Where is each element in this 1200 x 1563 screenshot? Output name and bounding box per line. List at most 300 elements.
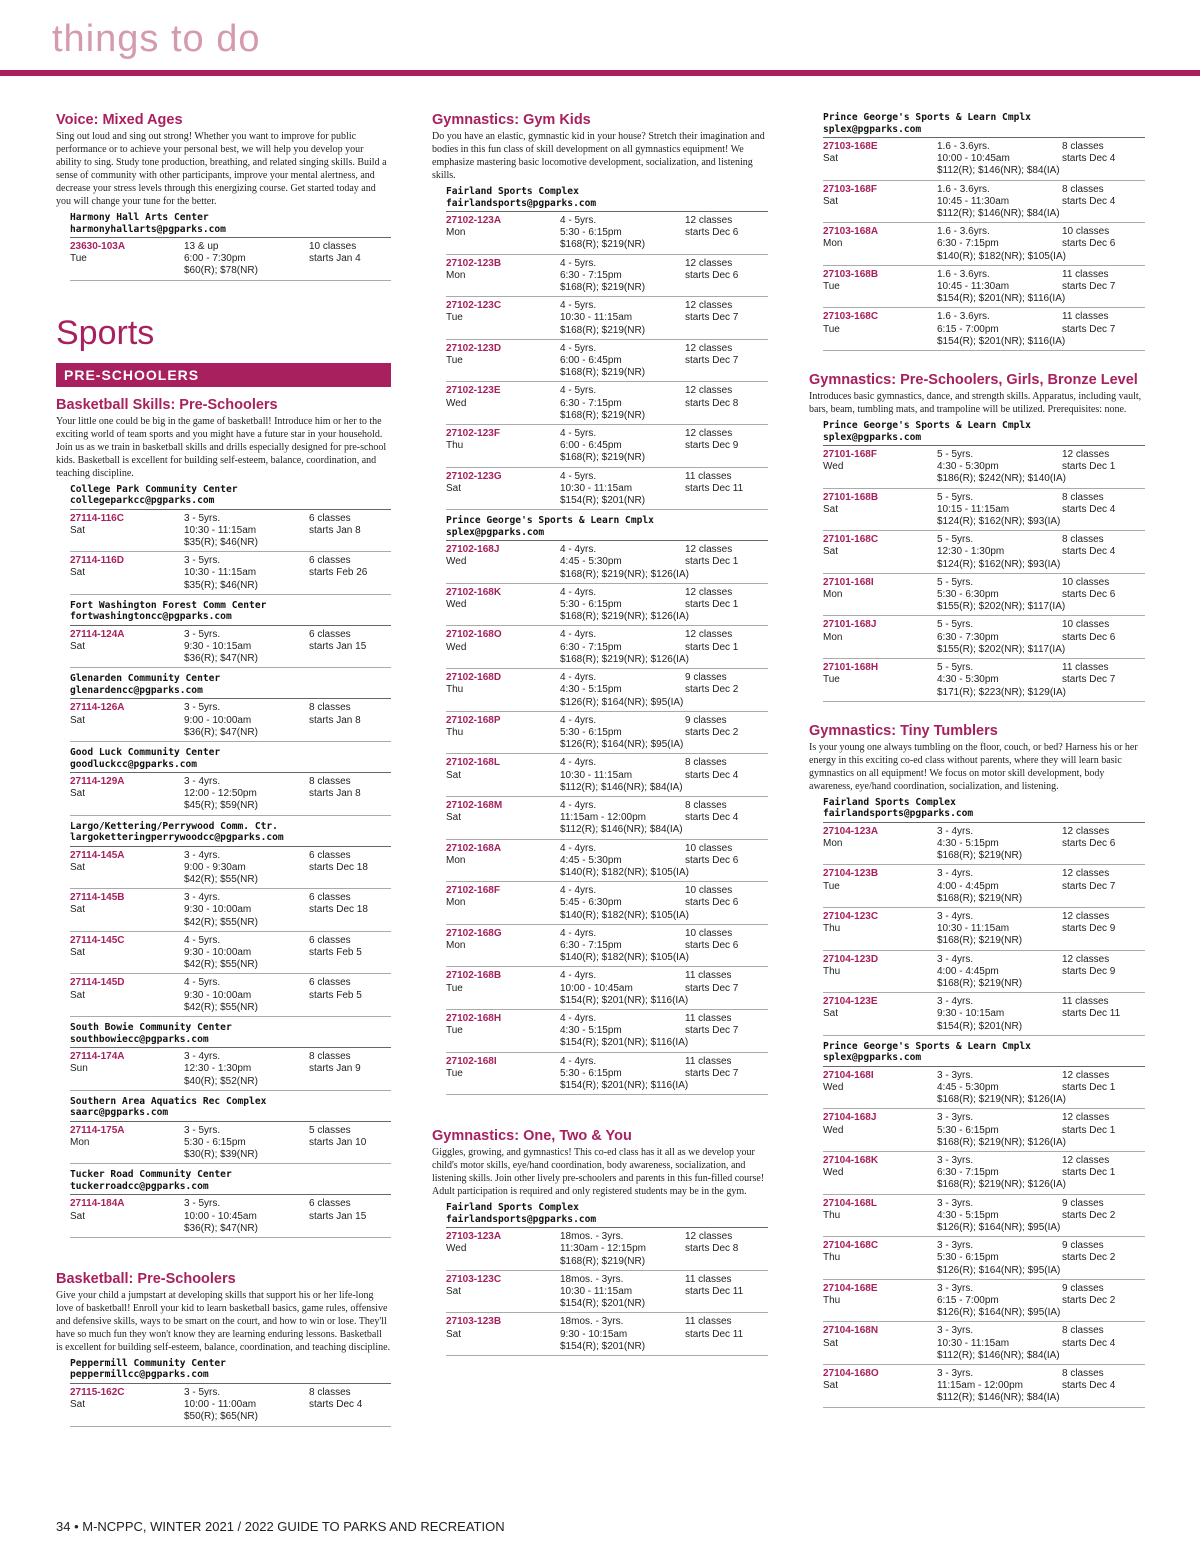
course-code[interactable]: 27102-168B <box>446 970 502 982</box>
course-fee: $126(R); $164(NR); $95(IA) <box>937 1307 1061 1319</box>
row-col-classes <box>1062 1112 1145 1149</box>
row-col-age-time <box>560 970 689 1007</box>
course-fee: $50(R); $65(NR) <box>184 1411 258 1423</box>
row-col-age-time <box>184 892 309 929</box>
course-classes: 11 classes <box>685 1012 732 1024</box>
course-fee: $112(R); $146(NR); $84(IA) <box>937 1349 1060 1361</box>
course-code[interactable]: 27102-168J <box>446 544 500 556</box>
venue-header <box>823 797 1145 823</box>
course-age: 1.6 - 3.6yrs. <box>937 183 990 195</box>
course-code[interactable]: 27114-145C <box>70 934 125 946</box>
course-classes: 12 classes <box>685 300 733 312</box>
course-starts: starts Jan 4 <box>309 253 361 265</box>
venue-name: Prince George's Sports & Learn Cmplx <box>446 515 654 527</box>
row-col-code-day <box>823 269 937 306</box>
row-col-age-time <box>937 868 1062 905</box>
course-day: Mon <box>70 1136 90 1148</box>
course-fee: $126(R); $164(NR); $95(IA) <box>560 739 684 751</box>
venue-email[interactable]: splex@pgparks.com <box>823 1052 922 1064</box>
course-code[interactable]: 27114-116D <box>70 555 124 567</box>
course-code[interactable]: 27104-123B <box>823 868 879 880</box>
row-col-code-day <box>446 1316 560 1353</box>
course-starts: starts Jan 9 <box>309 1063 361 1075</box>
row-col-age-time <box>937 1112 1066 1149</box>
course-fee: $168(R); $219(NR) <box>937 977 1023 989</box>
course-day: Thu <box>823 923 841 935</box>
course-starts: starts Dec 1 <box>1062 1081 1116 1093</box>
course-classes: 11 classes <box>685 470 732 482</box>
venue-header <box>70 484 391 510</box>
row-col-classes <box>309 776 391 813</box>
venue-header <box>70 1358 391 1384</box>
row-col-classes <box>685 757 768 794</box>
course-code[interactable]: 27102-123D <box>446 342 502 354</box>
row-col-code-day <box>446 885 560 922</box>
course-classes: 8 classes <box>309 1051 351 1063</box>
row-col-age-time <box>937 492 1062 529</box>
course-starts: starts Dec 4 <box>1062 503 1116 515</box>
course-time: 4:30 - 5:15pm <box>937 1209 999 1221</box>
course-classes: 6 classes <box>309 555 351 567</box>
course-classes: 12 classes <box>1062 953 1110 965</box>
course-day: Thu <box>823 1209 841 1221</box>
course-row <box>446 297 768 340</box>
course-time: 10:30 - 11:15am <box>560 312 633 324</box>
row-col-age-time <box>937 576 1066 614</box>
course-day: Thu <box>823 965 841 977</box>
venue-email[interactable]: glenardencc@pgparks.com <box>70 684 203 696</box>
row-col-code-day <box>823 1198 937 1235</box>
venue-header <box>446 515 768 541</box>
course-fee: $124(R); $162(NR); $93(IA) <box>937 558 1061 570</box>
page-header-title: things to do <box>52 18 261 60</box>
course-code[interactable]: 27114-174A <box>70 1051 125 1063</box>
venue-email[interactable]: splex@pgparks.com <box>823 123 922 135</box>
course-row <box>446 382 768 425</box>
course-code[interactable]: 27102-168I <box>446 1055 497 1067</box>
course-fee: $112(R); $146(NR); $84(IA) <box>560 824 683 836</box>
venue-email[interactable]: collegeparkcc@pgparks.com <box>70 495 215 507</box>
venue-email[interactable]: tuckerroadcc@pgparks.com <box>70 1180 209 1192</box>
course-code[interactable]: 27102-168G <box>446 927 502 939</box>
course-code[interactable]: 27103-123B <box>446 1316 502 1328</box>
course-time: 10:30 - 11:15am <box>937 923 1010 935</box>
course-code[interactable]: 27101-168F <box>823 449 877 461</box>
page-footer: 34 • M-NCPPC, WINTER 2021 / 2022 GUIDE TO PARKS AND RECREATION <box>56 1519 505 1534</box>
row-col-code-day <box>446 300 560 337</box>
venue-name: Peppermill Community Center <box>70 1357 226 1369</box>
course-classes: 6 classes <box>309 892 351 904</box>
course-code[interactable]: 27102-123B <box>446 257 502 269</box>
row-col-code-day <box>70 241 184 278</box>
course-code[interactable]: 27104-168J <box>823 1112 877 1124</box>
course-starts: starts Dec 6 <box>685 897 739 909</box>
venue-email[interactable]: goodluckcc@pgparks.com <box>70 758 198 770</box>
course-classes: 6 classes <box>309 1198 351 1210</box>
row-col-classes <box>1062 911 1145 948</box>
row-col-code-day <box>446 1056 560 1093</box>
course-age: 3 - 4yrs. <box>937 953 974 965</box>
course-row <box>823 1109 1145 1152</box>
course-code[interactable]: 27114-184A <box>70 1198 125 1210</box>
course-code[interactable]: 27114-116C <box>70 512 124 524</box>
row-col-age-time <box>184 629 309 666</box>
venue-email[interactable]: fairlandsports@pgparks.com <box>446 1213 597 1225</box>
row-col-code-day <box>823 996 937 1033</box>
course-classes: 12 classes <box>685 257 733 269</box>
course-day: Mon <box>446 854 466 866</box>
course-starts: starts Dec 2 <box>1062 1295 1116 1306</box>
course-code[interactable]: 27104-123D <box>823 953 879 965</box>
venue-email[interactable]: largoketteringperrywoodcc@pgparks.com <box>70 832 284 844</box>
course-fee: $42(R); $55(NR) <box>184 916 258 928</box>
course-fee: $168(R); $219(NR); $126(IA) <box>560 611 689 623</box>
course-row <box>446 1271 768 1314</box>
course-code[interactable]: 27104-168N <box>823 1325 879 1337</box>
course-fee: $126(R); $164(NR); $95(IA) <box>937 1221 1061 1233</box>
course-day: Sat <box>70 788 86 800</box>
course-age: 4 - 4yrs. <box>560 927 597 939</box>
venue-email[interactable]: splex@pgparks.com <box>823 431 922 443</box>
course-time: 5:45 - 6:30pm <box>560 897 622 909</box>
course-code[interactable]: 27101-168H <box>823 662 879 674</box>
venue-name: Fairland Sports Complex <box>446 1202 579 1214</box>
course-classes: 8 classes <box>1062 141 1104 152</box>
venue-email[interactable]: harmonyhallarts@pgparks.com <box>70 223 226 235</box>
course-row <box>823 223 1145 266</box>
course-code[interactable]: 27104-168K <box>823 1154 879 1166</box>
course-code[interactable]: 27102-168P <box>446 714 501 726</box>
course-time: 12:30 - 1:30pm <box>937 546 1005 558</box>
course-code[interactable]: 23630-103A <box>70 241 126 252</box>
course-day: Mon <box>446 939 466 951</box>
course-row <box>446 626 768 669</box>
row-col-classes <box>309 513 391 550</box>
venue-email[interactable]: fairlandsports@pgparks.com <box>446 197 597 209</box>
course-day: Wed <box>823 1124 844 1136</box>
course-day: Mon <box>823 631 843 643</box>
course-age: 4 - 4yrs. <box>560 629 597 641</box>
course-day: Sat <box>823 546 839 558</box>
course-code[interactable]: 27101-168J <box>823 619 877 631</box>
row-col-code-day <box>70 892 184 929</box>
course-starts: starts Dec 9 <box>685 440 739 452</box>
course-fee: $42(R); $55(NR) <box>184 959 258 971</box>
row-col-code-day <box>446 544 560 581</box>
course-code[interactable]: 27103-168F <box>823 183 877 195</box>
course-code[interactable]: 27102-123C <box>446 300 502 312</box>
course-code[interactable]: 27102-168F <box>446 885 500 897</box>
row-col-classes <box>685 258 768 295</box>
row-col-age-time <box>937 1325 1062 1362</box>
row-col-code-day <box>823 311 937 348</box>
course-code[interactable]: 27114-145B <box>70 892 125 904</box>
row-col-code-day <box>446 757 560 794</box>
course-code[interactable]: 27103-123C <box>446 1273 502 1285</box>
row-col-code-day <box>446 385 560 422</box>
row-col-classes <box>1062 662 1145 699</box>
course-fee: $171(R); $223(NR); $129(IA) <box>937 686 1066 698</box>
course-code[interactable]: 27102-168O <box>446 629 502 641</box>
row-col-code-day <box>823 911 937 948</box>
row-col-code-day <box>823 184 937 221</box>
course-code[interactable]: 27103-168C <box>823 311 879 323</box>
course-classes: 12 classes <box>1062 1154 1110 1166</box>
course-starts: starts Dec 8 <box>685 1243 739 1255</box>
course-time: 10:00 - 10:45am <box>560 982 633 994</box>
row-col-age-time <box>184 776 309 813</box>
course-classes: 12 classes <box>1062 1069 1110 1081</box>
course-starts: starts Dec 7 <box>685 312 739 324</box>
course-code[interactable]: 27104-123A <box>823 825 879 837</box>
course-code[interactable]: 27102-168D <box>446 672 502 684</box>
course-day: Tue <box>446 982 463 994</box>
section-title: Basketball: Pre-Schoolers <box>56 1270 236 1287</box>
row-col-age-time <box>937 911 1062 948</box>
row-col-classes <box>1062 996 1145 1033</box>
course-code[interactable]: 27103-168A <box>823 226 879 238</box>
row-col-classes <box>309 850 391 887</box>
course-classes: 6 classes <box>309 977 351 989</box>
course-age: 4 - 5yrs. <box>560 385 597 397</box>
course-day: Wed <box>446 556 467 568</box>
row-col-age-time <box>937 534 1062 571</box>
course-starts: starts Dec 18 <box>309 861 368 873</box>
course-classes: 8 classes <box>1062 183 1104 195</box>
course-day: Thu <box>823 1252 841 1264</box>
course-day: Thu <box>446 684 464 696</box>
course-code[interactable]: 27104-168L <box>823 1197 877 1209</box>
course-row <box>446 797 768 840</box>
row-col-code-day <box>446 1013 560 1050</box>
row-col-age-time <box>937 141 1062 178</box>
course-fee: $168(R); $219(NR); $126(IA) <box>560 568 689 580</box>
course-classes: 12 classes <box>685 428 733 440</box>
course-row <box>823 181 1145 224</box>
course-starts: starts Dec 6 <box>685 227 739 239</box>
row-col-classes <box>1062 141 1145 178</box>
course-time: 4:00 - 4:45pm <box>937 965 999 977</box>
course-classes: 10 classes <box>1062 226 1110 238</box>
course-time: 5:30 - 6:15pm <box>560 1067 622 1079</box>
course-time: 9:30 - 10:00am <box>184 947 252 959</box>
course-code[interactable]: 27114-126A <box>70 702 125 714</box>
course-age: 4 - 4yrs. <box>560 714 597 726</box>
course-row <box>823 1195 1145 1238</box>
course-fee: $168(R); $219(NR) <box>937 892 1023 904</box>
course-starts: starts Dec 9 <box>1062 923 1116 935</box>
course-fee: $154(R); $201(NR); $116(IA) <box>560 994 689 1006</box>
row-col-code-day <box>70 977 184 1014</box>
course-code[interactable]: 27114-124A <box>70 628 125 640</box>
course-starts: starts Dec 4 <box>685 812 739 824</box>
row-col-code-day <box>446 343 560 380</box>
course-starts: starts Jan 10 <box>309 1136 367 1148</box>
venue-name: Harmony Hall Arts Center <box>70 212 209 223</box>
course-code[interactable]: 27102-123F <box>446 428 500 440</box>
course-time: 4:30 - 5:30pm <box>937 461 999 473</box>
course-time: 9:30 - 10:15am <box>184 641 252 653</box>
course-time: 6:30 - 7:15pm <box>560 397 622 409</box>
course-day: Tue <box>446 355 463 367</box>
course-code[interactable]: 27104-123C <box>823 910 879 922</box>
course-code[interactable]: 27103-123A <box>446 1231 502 1243</box>
course-code[interactable]: 27104-168O <box>823 1368 879 1380</box>
course-fee: $140(R); $182(NR); $105(IA) <box>560 866 689 878</box>
row-col-age-time <box>560 629 689 666</box>
course-age: 3 - 4yrs. <box>937 996 974 1008</box>
row-col-code-day <box>823 1325 937 1362</box>
course-day: Wed <box>823 461 844 473</box>
course-code[interactable]: 27104-168I <box>823 1069 874 1081</box>
venue-name: Glenarden Community Center <box>70 673 221 685</box>
course-time: 6:30 - 7:15pm <box>560 939 622 951</box>
course-age: 3 - 3yrs. <box>937 1368 974 1380</box>
venue-header <box>70 747 391 773</box>
venue-email[interactable]: saarc@pgparks.com <box>70 1107 169 1119</box>
course-row <box>823 865 1145 908</box>
course-time: 4:45 - 5:30pm <box>560 556 622 568</box>
course-starts: starts Dec 4 <box>1062 195 1116 207</box>
row-col-age-time <box>937 1154 1066 1192</box>
course-code[interactable]: 27101-168B <box>823 491 879 503</box>
course-time: 11:15am - 12:00pm <box>560 812 646 824</box>
course-code[interactable]: 27102-123E <box>446 385 501 397</box>
row-col-age-time <box>937 184 1062 221</box>
row-col-age-time <box>937 1240 1062 1277</box>
course-day: Sat <box>70 861 86 873</box>
course-day: Sat <box>70 1210 86 1222</box>
course-starts: starts Dec 11 <box>685 1286 744 1297</box>
course-code[interactable]: 27101-168C <box>823 534 879 546</box>
course-fee: $154(R); $201(NR); $116(IA) <box>560 1079 689 1091</box>
course-code[interactable]: 27114-145D <box>70 977 125 989</box>
course-code[interactable]: 27104-123E <box>823 996 878 1008</box>
course-fee: $36(R); $47(NR) <box>184 1222 258 1234</box>
course-starts: starts Dec 6 <box>685 939 739 951</box>
course-code[interactable]: 27114-145A <box>70 849 125 861</box>
venue-email[interactable]: fairlandsports@pgparks.com <box>823 808 974 820</box>
row-col-classes <box>685 385 768 422</box>
course-fee: $36(R); $47(NR) <box>184 726 258 738</box>
row-col-classes <box>1062 1155 1145 1192</box>
row-col-classes <box>309 1051 391 1088</box>
course-time: 6:00 - 6:45pm <box>560 355 622 367</box>
row-col-age-time <box>184 1051 309 1088</box>
course-code[interactable]: 27102-168K <box>446 586 502 598</box>
course-classes: 12 classes <box>1062 449 1110 461</box>
course-age: 3 - 3yrs. <box>937 1282 974 1294</box>
course-fee: $168(R); $219(NR) <box>560 367 646 379</box>
venue-email[interactable]: fortwashingtoncc@pgparks.com <box>70 611 232 623</box>
header-rule <box>0 70 1200 76</box>
row-col-classes <box>685 1316 768 1353</box>
course-code[interactable]: 27103-168B <box>823 268 879 280</box>
course-code[interactable]: 27102-123A <box>446 215 502 226</box>
section-voice <box>56 112 391 286</box>
course-age: 4 - 5yrs. <box>560 215 597 226</box>
row-col-classes <box>1062 1368 1145 1405</box>
course-fee: $168(R); $219(NR) <box>937 850 1023 862</box>
course-code[interactable]: 27104-168C <box>823 1240 879 1252</box>
venue-name: Fort Washington Forest Comm Center <box>70 599 267 611</box>
course-age: 4 - 5yrs. <box>560 300 597 312</box>
row-col-code-day <box>823 826 937 863</box>
course-code[interactable]: 27104-168E <box>823 1282 878 1294</box>
course-code[interactable]: 27102-168L <box>446 757 500 769</box>
course-fee: $112(R); $146(NR); $84(IA) <box>560 781 683 793</box>
row-col-classes <box>685 1056 768 1093</box>
course-day: Mon <box>446 269 466 281</box>
course-code[interactable]: 27114-175A <box>70 1124 125 1136</box>
course-row <box>70 626 391 669</box>
course-row <box>446 340 768 383</box>
row-col-code-day <box>446 672 560 709</box>
course-code[interactable]: 27101-168I <box>823 576 874 588</box>
course-time: 4:30 - 5:15pm <box>937 837 999 849</box>
course-starts: starts Dec 1 <box>685 641 739 653</box>
course-fee: $154(R); $201(NR) <box>560 1340 646 1352</box>
course-fee: $140(R); $182(NR); $105(IA) <box>560 952 689 964</box>
course-starts: starts Dec 8 <box>685 397 739 409</box>
row-col-classes <box>1062 492 1145 529</box>
course-code[interactable]: 27102-168A <box>446 842 502 854</box>
course-age: 3 - 5yrs. <box>184 1198 221 1210</box>
row-col-age-time <box>560 586 689 624</box>
row-col-code-day <box>823 1070 937 1107</box>
course-day: Sat <box>823 503 839 515</box>
course-code[interactable]: 27102-123G <box>446 470 502 482</box>
course-code[interactable]: 27102-168M <box>446 799 503 811</box>
row-col-age-time <box>937 449 1066 486</box>
venue-name: Fairland Sports Complex <box>446 186 579 197</box>
row-col-classes <box>685 1231 768 1268</box>
course-age: 3 - 4yrs. <box>937 825 974 837</box>
row-col-classes <box>1062 1198 1145 1235</box>
venue-header <box>70 1169 391 1195</box>
course-day: Sat <box>70 989 86 1001</box>
course-fee: $30(R); $39(NR) <box>184 1149 258 1161</box>
row-col-classes <box>1062 868 1145 905</box>
course-row <box>823 951 1145 994</box>
course-starts: starts Dec 4 <box>1062 1380 1116 1392</box>
row-col-classes <box>685 343 768 380</box>
venue-email[interactable]: splex@pgparks.com <box>446 526 545 538</box>
course-fee: $155(R); $202(NR); $117(IA) <box>937 643 1066 655</box>
course-time: 9:30 - 10:15am <box>937 1008 1005 1020</box>
course-code[interactable]: 27115-162C <box>70 1386 125 1398</box>
course-code[interactable]: 27114-129A <box>70 776 125 788</box>
course-age: 5 - 5yrs. <box>937 662 974 674</box>
row-col-code-day <box>823 577 937 614</box>
course-classes: 8 classes <box>1062 534 1104 546</box>
row-col-classes <box>309 702 391 739</box>
venue-email[interactable]: southbowiecc@pgparks.com <box>70 1033 209 1045</box>
row-col-classes <box>1062 269 1145 306</box>
sports-heading: Sports <box>56 313 155 352</box>
course-code[interactable]: 27103-168E <box>823 141 878 152</box>
section-title: Gymnastics: Tiny Tumblers <box>809 722 998 739</box>
course-code[interactable]: 27102-168H <box>446 1012 502 1024</box>
section-description: Your little one could be big in the game of basketball! Introduce him or her to the exciting world of team sports and you might have a future star in your household. Join us as we train in basketball skills and drills especially designed for pre-school kids. Basketball is excellent for building self-esteem, balance, coordination, and teaching discipline. <box>56 415 387 479</box>
course-fee: $154(R); $201(NR); $116(IA) <box>937 335 1066 347</box>
row-col-code-day <box>70 850 184 887</box>
row-col-code-day <box>823 662 937 699</box>
course-age: 3 - 4yrs. <box>937 868 974 880</box>
venue-email[interactable]: peppermillcc@pgparks.com <box>70 1369 209 1381</box>
course-starts: starts Dec 11 <box>685 482 744 494</box>
section-description: Is your young one always tumbling on the floor, couch, or bed? Harness his or her energy in this exciting co-ed class without parents, where they will learn basic gymnastics on all equipment! We focus on motor skill development, body awareness, eye/hand coordination, socialization, and listening. <box>809 741 1138 792</box>
